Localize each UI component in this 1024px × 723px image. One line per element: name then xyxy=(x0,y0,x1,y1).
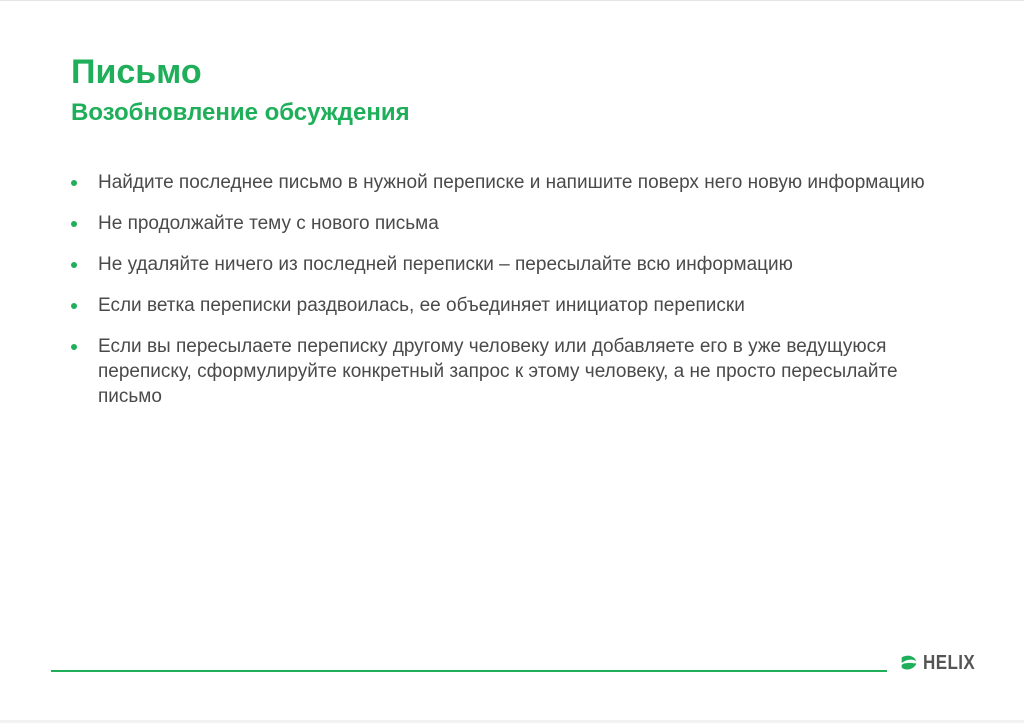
bullet-dot-icon xyxy=(71,180,77,186)
bullet-list xyxy=(70,170,950,425)
bullet-item xyxy=(70,170,950,195)
bullet-dot-icon xyxy=(71,262,77,268)
slide-top-border xyxy=(0,0,1024,1)
slide-title: Письмо xyxy=(71,53,202,91)
slide-subtitle: Возобновление обсуждения xyxy=(71,99,410,126)
bullet-text: Найдите последнее письмо в нужной переписке и напишите поверх него новую информацию xyxy=(98,172,925,193)
logo-text: HELIX xyxy=(923,651,976,674)
bullet-text: Если вы пересылаете переписку другому человеку или добавляете его в уже ведущуюся переписку, сформулируйте конкретный запрос к этому человеку, а не просто пересылайте письмо xyxy=(98,336,898,407)
bullet-item xyxy=(70,252,950,277)
bullet-text: Не продолжайте тему с нового письма xyxy=(98,213,439,234)
bullet-item xyxy=(70,334,950,409)
bullet-item xyxy=(70,211,950,236)
bullet-dot-icon xyxy=(71,344,77,350)
bullet-item xyxy=(70,293,950,318)
bullet-text: Не удаляйте ничего из последней переписки – пересылайте всю информацию xyxy=(98,254,793,275)
helix-logo-icon xyxy=(898,652,920,674)
bullet-dot-icon xyxy=(71,221,77,227)
bullet-text: Если ветка переписки раздвоилась, ее объединяет инициатор переписки xyxy=(98,295,745,316)
helix-logo xyxy=(898,648,984,678)
footer-divider xyxy=(51,670,887,672)
bullet-dot-icon xyxy=(71,303,77,309)
